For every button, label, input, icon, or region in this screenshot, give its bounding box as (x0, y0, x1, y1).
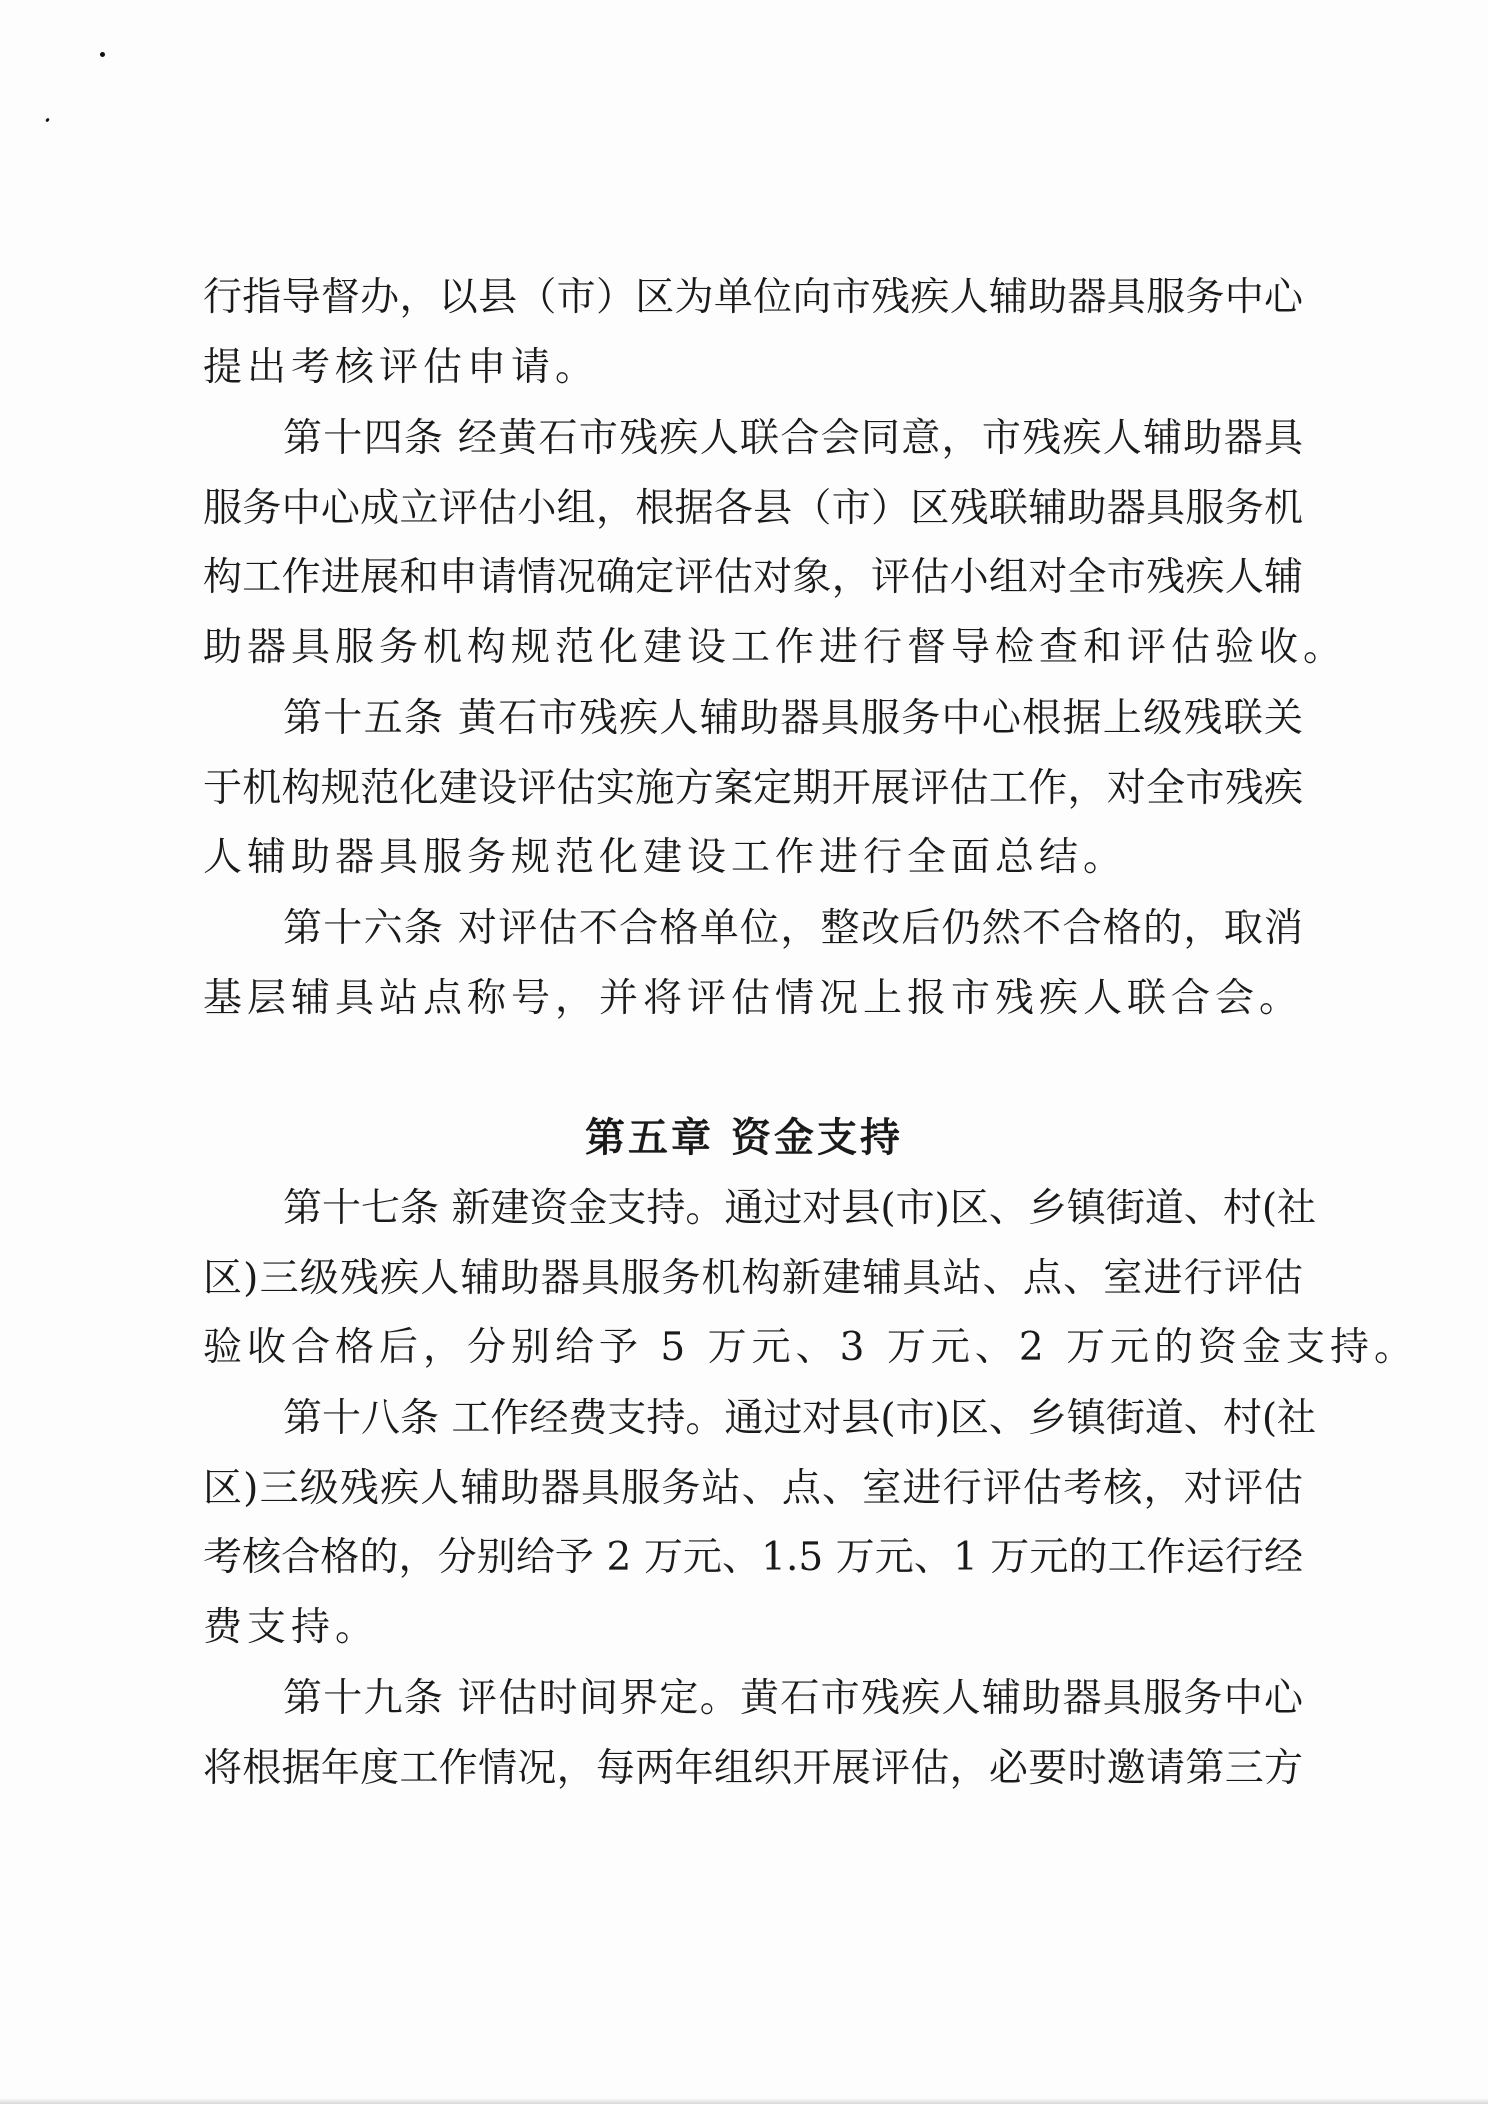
text-line: 将根据年度工作情况，每两年组织开展评估，必要时邀请第三方 (203, 1746, 1303, 1791)
article-16-start: 第十六条 对评估不合格单位，整改后仍然不合格的，取消 (283, 906, 1303, 951)
scan-speck (45, 118, 50, 123)
text-line: 区)三级残疾人辅助器具服务机构新建辅具站、点、室进行评估 (203, 1256, 1303, 1301)
text-line: 构工作进展和申请情况确定评估对象，评估小组对全市残疾人辅 (203, 555, 1303, 600)
text-line: 费支持。 (203, 1605, 380, 1650)
text-line: 于机构规范化建设评估实施方案定期开展评估工作，对全市残疾 (203, 766, 1303, 811)
scan-speck (100, 52, 105, 57)
text-line: 服务中心成立评估小组，根据各县（市）区残联辅助器具服务机 (203, 486, 1303, 531)
article-17-start: 第十七条 新建资金支持。通过对县(市)区、乡镇街道、村(社 (283, 1186, 1317, 1231)
text-line: 验收合格后，分别给予 5 万元、3 万元、2 万元的资金支持。 (203, 1325, 1419, 1370)
article-14-start: 第十四条 经黄石市残疾人联合会同意，市残疾人辅助器具 (283, 416, 1303, 461)
text-line: 提出考核评估申请。 (203, 345, 600, 390)
chapter-title: 第五章 资金支持 (585, 1115, 903, 1161)
text-line: 助器具服务机构规范化建设工作进行督导检查和评估验收。 (203, 625, 1348, 670)
scan-bottom-edge (0, 2098, 1488, 2104)
text-line: 行指导督办，以县（市）区为单位向市残疾人辅助器具服务中心 (203, 275, 1303, 320)
text-line: 人辅助器具服务规范化建设工作进行全面总结。 (203, 835, 1128, 880)
text-line: 考核合格的，分别给予 2 万元、1.5 万元、1 万元的工作运行经 (203, 1535, 1303, 1580)
article-15-start: 第十五条 黄石市残疾人辅助器具服务中心根据上级残联关 (283, 696, 1303, 741)
article-18-start: 第十八条 工作经费支持。通过对县(市)区、乡镇街道、村(社 (283, 1396, 1317, 1441)
text-line: 基层辅具站点称号，并将评估情况上报市残疾人联合会。 (203, 976, 1304, 1021)
article-19-start: 第十九条 评估时间界定。黄石市残疾人辅助器具服务中心 (283, 1676, 1303, 1721)
text-line: 区)三级残疾人辅助器具服务站、点、室进行评估考核，对评估 (203, 1466, 1303, 1511)
